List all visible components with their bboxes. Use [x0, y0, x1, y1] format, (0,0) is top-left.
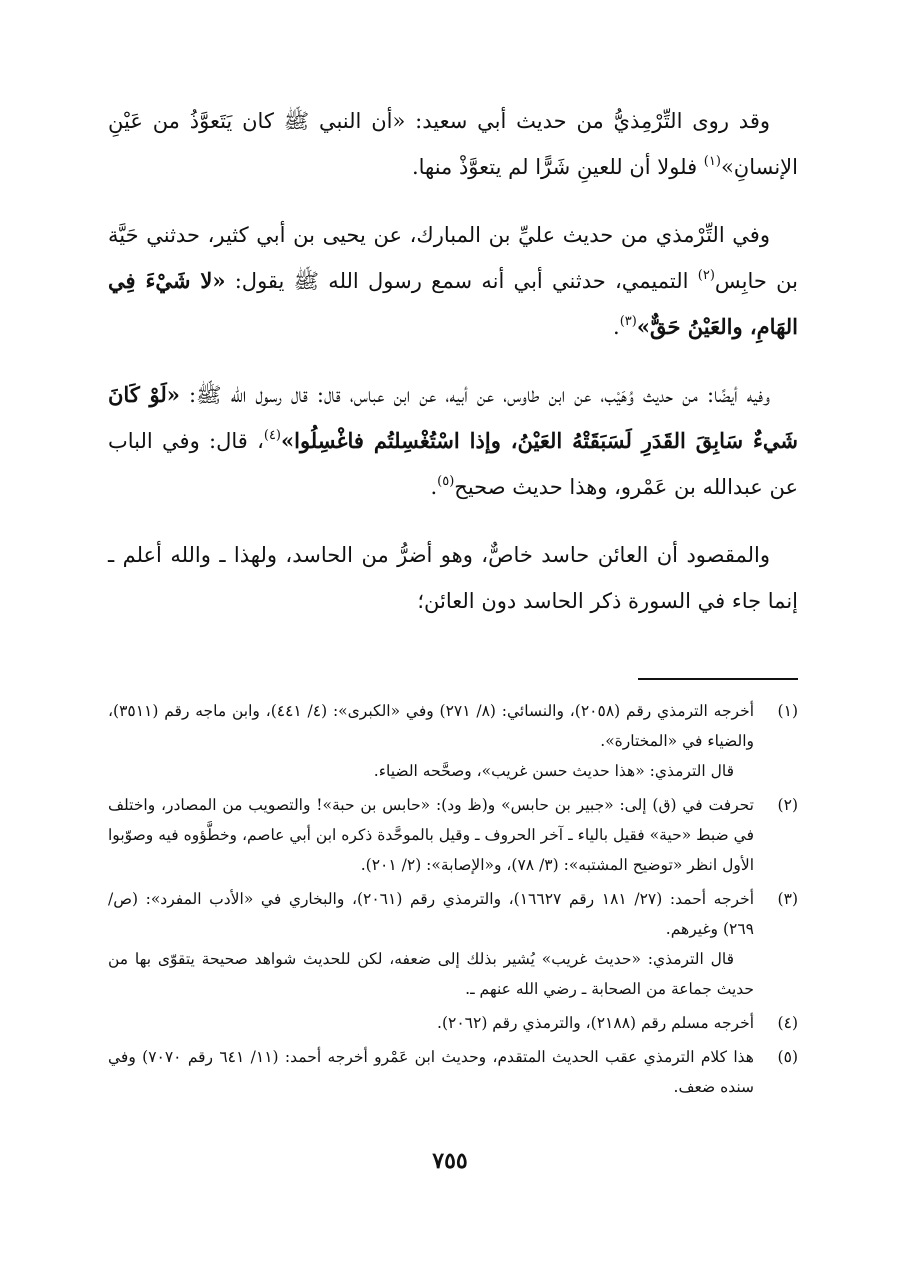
footnote-line: تحرفت في (ق) إلى: «جبير بن حابس» و(ظ ود): «حابس بن حبة»! والتصويب من المصادر، واختلف في ضبط «حية» فقيل بالياء ـ آخر الحروف ـ وقيل بالموحَّدة ذكره ابن أبي عاصم، وخطَّؤوه فيه وصوّبوا الأول انظر «توضيح المشتبه»: (٣/ ٧٨)، و«الإصابة»: (٢/ ٢٠١).	[108, 796, 754, 874]
footnote-line: هذا كلام الترمذي عقب الحديث المتقدم، وحديث ابن عَمْرو أخرجه أحمد: (١١/ ٦٤١ رقم ٧٠٧٠) وفي سنده ضعف.	[108, 1048, 754, 1096]
footnote	[108, 790, 798, 880]
paragraph	[108, 532, 798, 624]
footnote	[108, 696, 798, 786]
text-segment: وفي التِّرْمذي من حديث عليِّ بن المبارك، عن يحيى بن أبي كثير، حدثني حَيَّة بن حابِس	[108, 223, 798, 293]
footnote-body	[108, 1042, 754, 1102]
footnote-body	[108, 884, 754, 1004]
hadith-quote: «لَوْ كَانَ شَيءٌ سَابِقَ القَدَرِ لَسَبَقَتْهُ العَيْنُ، وإذا اسْتُغْسِلتُم فاغْسِلُوا»	[108, 382, 798, 453]
footnote-divider	[638, 678, 798, 680]
footnote-line: قال الترمذي: «حديث غريب» يُشير بذلك إلى ضعفه، لكن للحديث شواهد صحيحة يتقوّى بها من حديث جماعة من الصحابة ـ رضي الله عنهم ـ.	[108, 950, 754, 998]
footnote-reference[interactable]: (٤)	[263, 428, 281, 443]
footnote-body	[108, 696, 754, 786]
footnote-number: (٥)	[777, 1048, 798, 1066]
text-segment: وقد روى التِّرْمِذيُّ من حديث أبي سعيد: «أن النبي ﷺ كان يَتَعوَّذُ من عَيْنِ الإنسانِ»	[108, 109, 798, 179]
text-segment: والمقصود أن العائن حاسد خاصٌّ، وهو أضرُّ من الحاسد، ولهذا ـ والله أعلم ـ إنما جاء في السورة ذكر الحاسد دون العائن؛	[108, 543, 798, 613]
footnote-number: (٣)	[777, 890, 798, 908]
text-segment: فلولا أن للعينِ شَرًّا لم يتعوَّذْ منها.	[411, 155, 704, 179]
paragraph	[108, 372, 798, 510]
footnote	[108, 1008, 798, 1038]
footnote-line: أخرجه مسلم رقم (٢١٨٨)، والترمذي رقم (٢٠٦٢).	[437, 1014, 754, 1032]
main-text	[108, 98, 798, 624]
book-page	[108, 98, 798, 1106]
footnote-reference[interactable]: (٢)	[697, 268, 715, 283]
text-segment: التميمي، حدثني أبي أنه سمع رسول الله ﷺ يقول:	[225, 269, 698, 293]
footnote-number: (١)	[777, 702, 798, 720]
footnote-line: أخرجه أحمد: (٢٧/ ١٨١ رقم ١٦٦٢٧)، والترمذي رقم (٢٠٦١)، والبخاري في «الأدب المفرد»: (ص/ ٢٦٩) وغيرهم.	[108, 890, 755, 938]
text-segment: ، قال: وفي الباب عن عبدالله بن عَمْرو، وهذا حديث صحيح	[108, 429, 798, 499]
footnotes	[108, 696, 798, 1102]
footnote	[108, 1042, 798, 1102]
footnote-reference[interactable]: (٥)	[437, 474, 455, 489]
footnote-line: قال الترمذي: «هذا حديث حسن غريب»، وصحَّحه الضياء.	[373, 762, 734, 780]
text-segment: .	[430, 475, 438, 499]
paragraph	[108, 98, 798, 190]
footnote	[108, 884, 798, 1004]
footnote-body	[108, 790, 754, 880]
footnote-body	[108, 1008, 754, 1038]
footnote-line: أخرجه الترمذي رقم (٢٠٥٨)، والنسائي: (٨/ ٢٧١) وفي «الكبرى»: (٤/ ٤٤١)، وابن ماجه رقم (٣٥١١)، والضياء في «المختارة».	[108, 702, 755, 750]
footnote-number: (٢)	[777, 796, 798, 814]
footnote-reference[interactable]: (٣)	[619, 314, 637, 329]
page-number: ٧٥٥	[432, 1148, 468, 1174]
footnote-number: (٤)	[777, 1014, 798, 1032]
hadith-quote: «لا شَيْءَ فِي الهَامِ، والعَيْنُ حَقٌّ»	[108, 268, 798, 339]
text-segment: .	[613, 315, 620, 339]
text-segment: وفيه أيضًا: من حديث وُهَيْب، عن ابن طاوس، عن أبيه، عن ابن عباس، قال: قال رسول الله ﷺ:	[179, 383, 770, 407]
footnote-reference[interactable]: (١)	[703, 154, 721, 169]
paragraph	[108, 212, 798, 350]
